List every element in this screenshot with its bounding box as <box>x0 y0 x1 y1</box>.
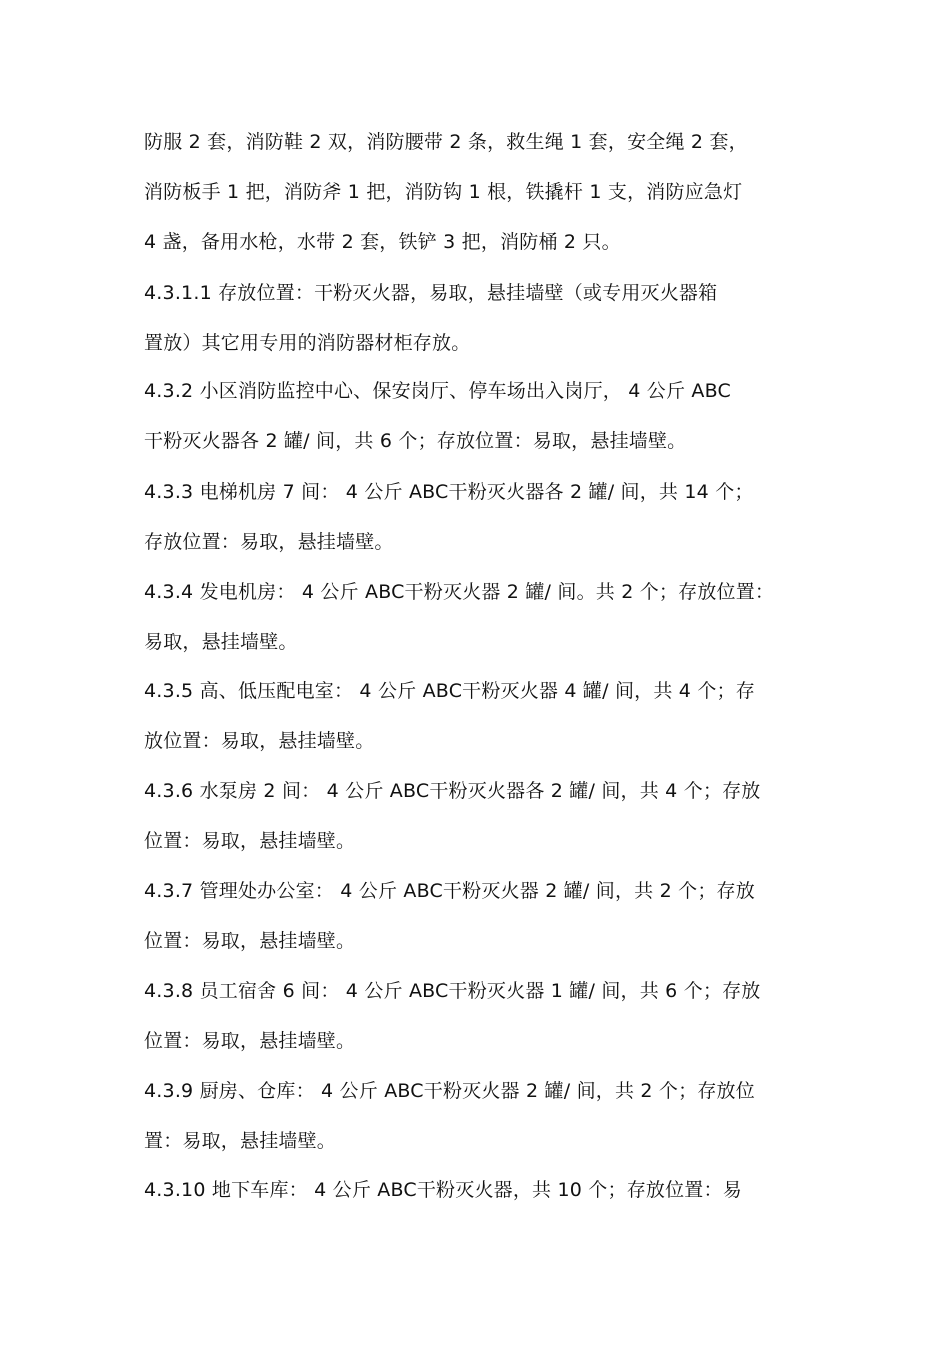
text-line: 位置：易取，悬挂墙壁。 <box>144 930 356 952</box>
text-line: 放位置：易取，悬挂墙壁。 <box>144 730 375 752</box>
text-line: 4.3.5 高、低压配电室： 4 公斤 ABC干粉灭火器 4 罐/ 间，共 4 个；存 <box>144 680 755 702</box>
text-line: 消防板手 1 把，消防斧 1 把，消防钩 1 根，铁撬杆 1 支，消防应急灯 <box>144 181 743 203</box>
text-line: 4.3.8 员工宿舍 6 间： 4 公斤 ABC干粉灭火器 1 罐/ 间，共 6 个；存放 <box>144 980 761 1002</box>
text-line: 易取，悬挂墙壁。 <box>144 631 298 653</box>
text-line: 4.3.7 管理处办公室： 4 公斤 ABC干粉灭火器 2 罐/ 间，共 2 个；存放 <box>144 880 755 902</box>
text-line: 防服 2 套，消防鞋 2 双，消防腰带 2 条，救生绳 1 套，安全绳 2 套， <box>144 131 748 153</box>
text-line: 4 盏，备用水枪，水带 2 套，铁铲 3 把，消防桶 2 只。 <box>144 231 621 253</box>
text-line: 置放）其它用专用的消防器材柜存放。 <box>144 332 471 354</box>
text-line: 位置：易取，悬挂墙壁。 <box>144 1030 356 1052</box>
text-line: 位置：易取，悬挂墙壁。 <box>144 830 356 852</box>
text-line: 4.3.4 发电机房： 4 公斤 ABC干粉灭火器 2 罐/ 间。共 2 个；存放位置： <box>144 581 775 603</box>
text-line: 干粉灭火器各 2 罐/ 间，共 6 个；存放位置：易取，悬挂墙壁。 <box>144 430 687 452</box>
text-line: 4.3.2 小区消防监控中心、保安岗厅、停车场出入岗厅， 4 公斤 ABC <box>144 380 731 402</box>
text-line: 4.3.3 电梯机房 7 间： 4 公斤 ABC干粉灭火器各 2 罐/ 间，共 14 个； <box>144 481 754 503</box>
text-line: 存放位置：易取，悬挂墙壁。 <box>144 531 394 553</box>
text-line: 4.3.6 水泵房 2 间： 4 公斤 ABC干粉灭火器各 2 罐/ 间，共 4 个；存放 <box>144 780 761 802</box>
text-line: 4.3.1.1 存放位置：干粉灭火器，易取，悬挂墙壁（或专用灭火器箱 <box>144 282 718 304</box>
text-line: 4.3.9 厨房、仓库： 4 公斤 ABC干粉灭火器 2 罐/ 间，共 2 个；存放位 <box>144 1080 755 1102</box>
text-line: 置：易取，悬挂墙壁。 <box>144 1130 337 1152</box>
text-line: 4.3.10 地下车库： 4 公斤 ABC干粉灭火器，共 10 个；存放位置：易 <box>144 1179 742 1201</box>
